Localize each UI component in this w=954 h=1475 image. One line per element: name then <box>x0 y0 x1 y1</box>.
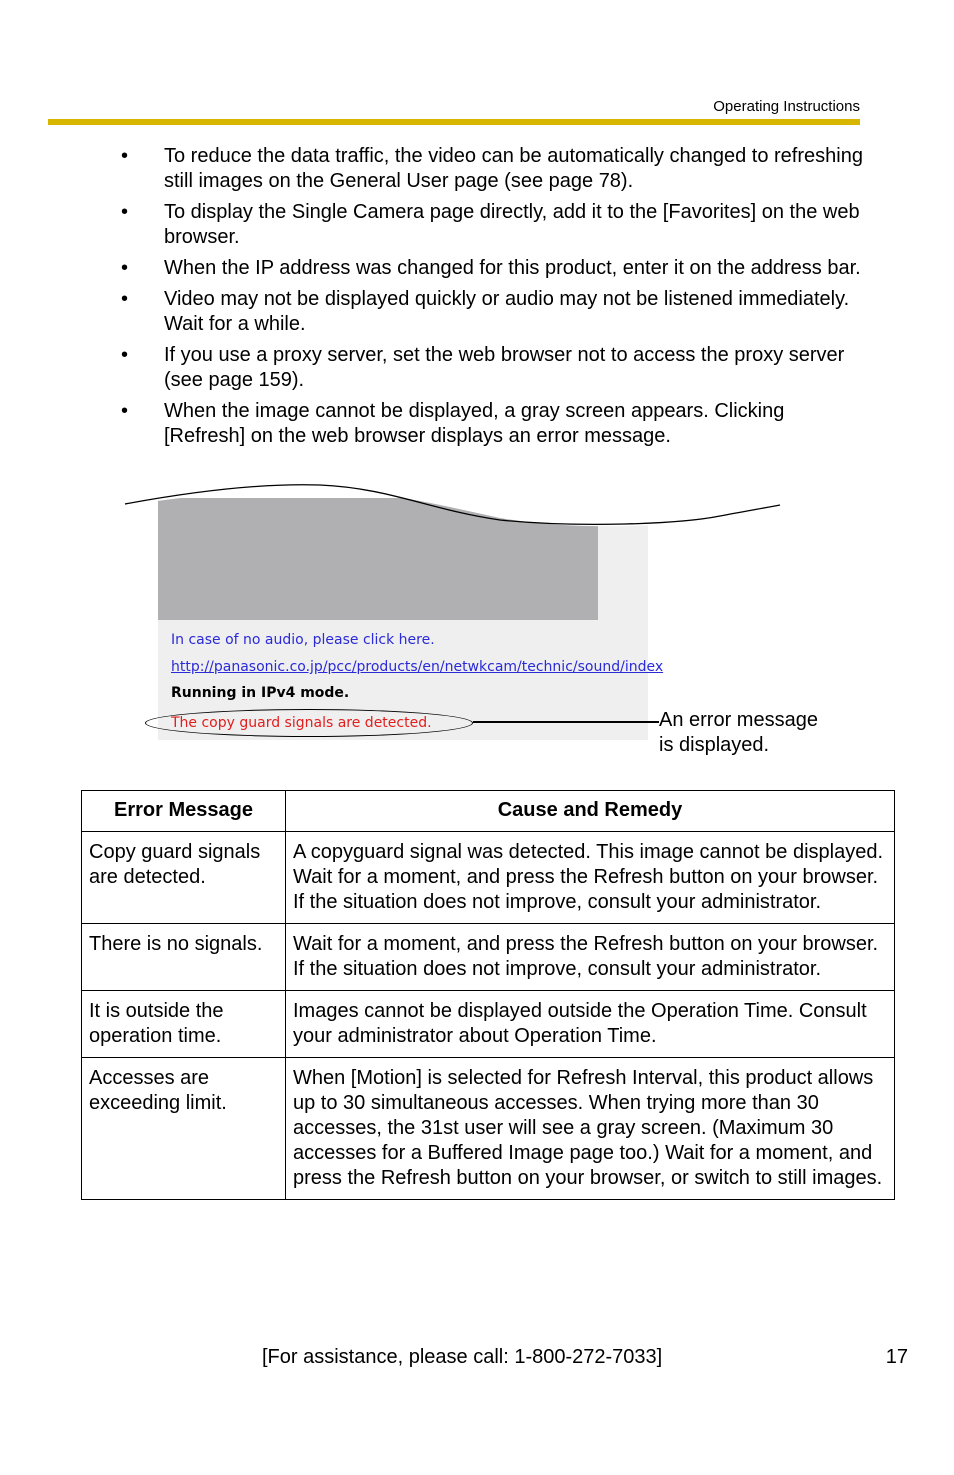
error-message-cell: Copy guard signals are detected. <box>82 832 286 924</box>
error-message-cell: It is outside the operation time. <box>82 991 286 1058</box>
bullet-item <box>118 399 863 449</box>
ip-mode-status: Running in IPv4 mode. <box>171 685 350 701</box>
bullet-item <box>118 256 863 281</box>
error-message-text: The copy guard signals are detected. <box>171 715 432 731</box>
table-row <box>82 924 895 991</box>
bullet-text: Video may not be displayed quickly or audio may not be listened immediately. Wait for a while. <box>164 288 850 335</box>
torn-edge-icon <box>120 478 840 538</box>
callout-label-line: is displayed. <box>659 734 770 756</box>
remedy-cell: A copyguard signal was detected. This image cannot be displayed. Wait for a moment, and press the Refresh button on your browser. If the situation does not improve, consult your administrator. <box>286 832 895 924</box>
audio-help-message[interactable]: In case of no audio, please click here. <box>171 632 435 648</box>
table-row <box>82 1058 895 1200</box>
bullet-text: To reduce the data traffic, the video can be automatically changed to refreshing still images on the General User page (see page 78). <box>164 145 863 192</box>
callout-label <box>659 708 818 758</box>
table-header-row <box>82 791 895 832</box>
remedy-cell: When [Motion] is selected for Refresh Interval, this product allows up to 30 simultaneous accesses. When trying more than 30 accesses, the 31st user will see a gray screen. (Maximum 30 accesses for a Buffered Image page too.) Wait for a moment, and press the Refresh button on your browser, or switch to still images. <box>286 1058 895 1200</box>
bullet-icon: • <box>121 400 129 422</box>
error-message-cell: There is no signals. <box>82 924 286 991</box>
bullet-item <box>118 200 863 250</box>
page-header-label: Operating Instructions <box>713 98 860 115</box>
bullet-text: To display the Single Camera page directly, add it to the [Favorites] on the web browser. <box>164 201 860 248</box>
bullet-icon: • <box>121 288 129 310</box>
callout-ellipse <box>145 709 473 737</box>
bullet-text: If you use a proxy server, set the web browser not to access the proxy server (see page 159). <box>164 344 845 391</box>
header-rule <box>48 119 860 125</box>
bullet-icon: • <box>121 344 129 366</box>
bullet-list <box>118 144 863 455</box>
page-number: 17 <box>885 1346 908 1368</box>
table-row <box>82 832 895 924</box>
bullet-icon: • <box>121 257 129 279</box>
remedy-cell: Images cannot be displayed outside the Operation Time. Consult your administrator about Operation Time. <box>286 991 895 1058</box>
column-header: Cause and Remedy <box>286 791 895 832</box>
bullet-item <box>118 287 863 337</box>
table-row <box>82 991 895 1058</box>
bullet-item <box>118 144 863 194</box>
assistance-footer: [For assistance, please call: 1-800-272-7033] <box>262 1346 663 1368</box>
column-header: Error Message <box>82 791 286 832</box>
bullet-text: When the IP address was changed for this product, enter it on the address bar. <box>164 257 861 279</box>
callout-leader-line <box>473 721 659 723</box>
audio-help-link[interactable]: http://panasonic.co.jp/pcc/products/en/netwkcam/technic/sound/index <box>171 659 664 675</box>
remedy-cell: Wait for a moment, and press the Refresh button on your browser. If the situation does not improve, consult your administrator. <box>286 924 895 991</box>
bullet-icon: • <box>121 145 129 167</box>
bullet-icon: • <box>121 201 129 223</box>
error-message-table <box>81 790 895 1200</box>
bullet-item <box>118 343 863 393</box>
error-message-cell: Accesses are exceeding limit. <box>82 1058 286 1200</box>
bullet-text: When the image cannot be displayed, a gray screen appears. Clicking [Refresh] on the web browser displays an error message. <box>164 400 785 447</box>
callout-label-line: An error message <box>659 709 818 731</box>
